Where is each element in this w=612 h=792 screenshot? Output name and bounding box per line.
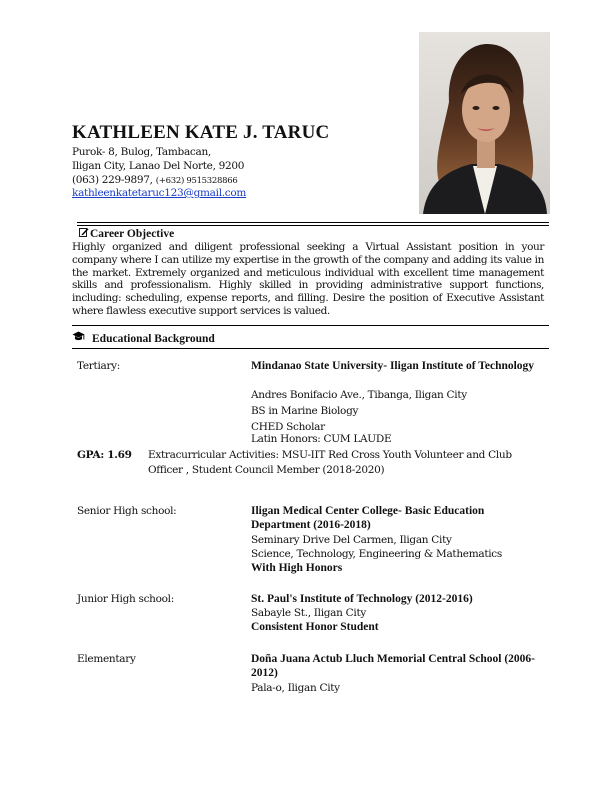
- career-objective-text: Highly organized and diligent professional seeking a Virtual Assistant position in your company where I can utilize my expertise in the growth of the company and adding its value in the market. Extremely organized and meticulous individual with excellent time management skills and professionalism. Highly skilled in providing administrative support functions, including: scheduling, expense reports, and filling. Desire the position of Executive Assistant where flawless executive support services is valued.: [72, 241, 544, 317]
- address-line-2: Iligan City, Lanao Del Norte, 9200: [72, 160, 245, 172]
- career-objective-title: Career Objective: [90, 228, 175, 240]
- elementary-school: Doña Juana Actub Lluch Memorial Central School (2006-2012): [251, 653, 535, 679]
- senior-high-school: Iligan Medical Center College- Basic Education Department (2016-2018): [251, 505, 485, 531]
- elementary-address: Pala-o, Iligan City: [251, 682, 340, 694]
- graduation-cap-icon: [72, 331, 92, 345]
- pencil-note-icon: [79, 227, 90, 240]
- tertiary-activities-line-1: Extracurricular Activities: MSU-IIT Red Cross Youth Volunteer and Club: [148, 449, 512, 461]
- education-heading: [72, 331, 215, 345]
- candidate-name: KATHLEEN KATE J. TARUC: [72, 122, 330, 143]
- tertiary-course: BS in Marine Biology: [251, 405, 359, 417]
- tertiary-address: Andres Bonifacio Ave., Tibanga, Iligan City: [251, 389, 467, 401]
- junior-high-label: Junior High school:: [77, 593, 174, 605]
- tertiary-scholarship: CHED Scholar: [251, 421, 325, 433]
- tertiary-gpa: GPA: 1.69: [77, 449, 132, 461]
- portrait-illustration: [419, 32, 550, 214]
- tertiary-honors: Latin Honors: CUM LAUDE: [251, 433, 392, 445]
- junior-high-honors: Consistent Honor Student: [251, 621, 379, 633]
- address-line-1: Purok- 8, Bulog, Tambacan,: [72, 146, 211, 158]
- senior-high-strand: Science, Technology, Engineering & Mathematics: [251, 548, 502, 560]
- phone-main: (063) 229-9897,: [72, 174, 153, 186]
- senior-high-label: Senior High school:: [77, 505, 177, 517]
- junior-high-school: St. Paul's Institute of Technology (2012-2016): [251, 593, 473, 605]
- junior-high-address: Sabayle St., Iligan City: [251, 607, 366, 619]
- tertiary-school: Mindanao State University- Iligan Institute of Technology: [251, 360, 535, 372]
- education-divider-top: [72, 325, 549, 326]
- profile-photo: [419, 32, 550, 214]
- career-objective-heading: [79, 227, 174, 240]
- tertiary-activities-line-2: Officer , Student Council Member (2018-2020): [148, 464, 385, 476]
- email-link[interactable]: kathleenkatetaruc123@gmail.com: [72, 187, 247, 199]
- senior-high-honors: With High Honors: [251, 562, 343, 574]
- senior-high-address: Seminary Drive Del Carmen, Iligan City: [251, 534, 452, 546]
- phone-numbers: [72, 174, 237, 188]
- tertiary-label: Tertiary:: [77, 360, 121, 372]
- education-divider-bottom: [72, 348, 549, 349]
- section-divider-top: [77, 222, 549, 223]
- phone-mobile: (+632) 9515328866: [155, 176, 238, 186]
- section-divider-top-double: [77, 225, 549, 226]
- education-title: Educational Background: [92, 333, 215, 345]
- elementary-label: Elementary: [77, 653, 136, 665]
